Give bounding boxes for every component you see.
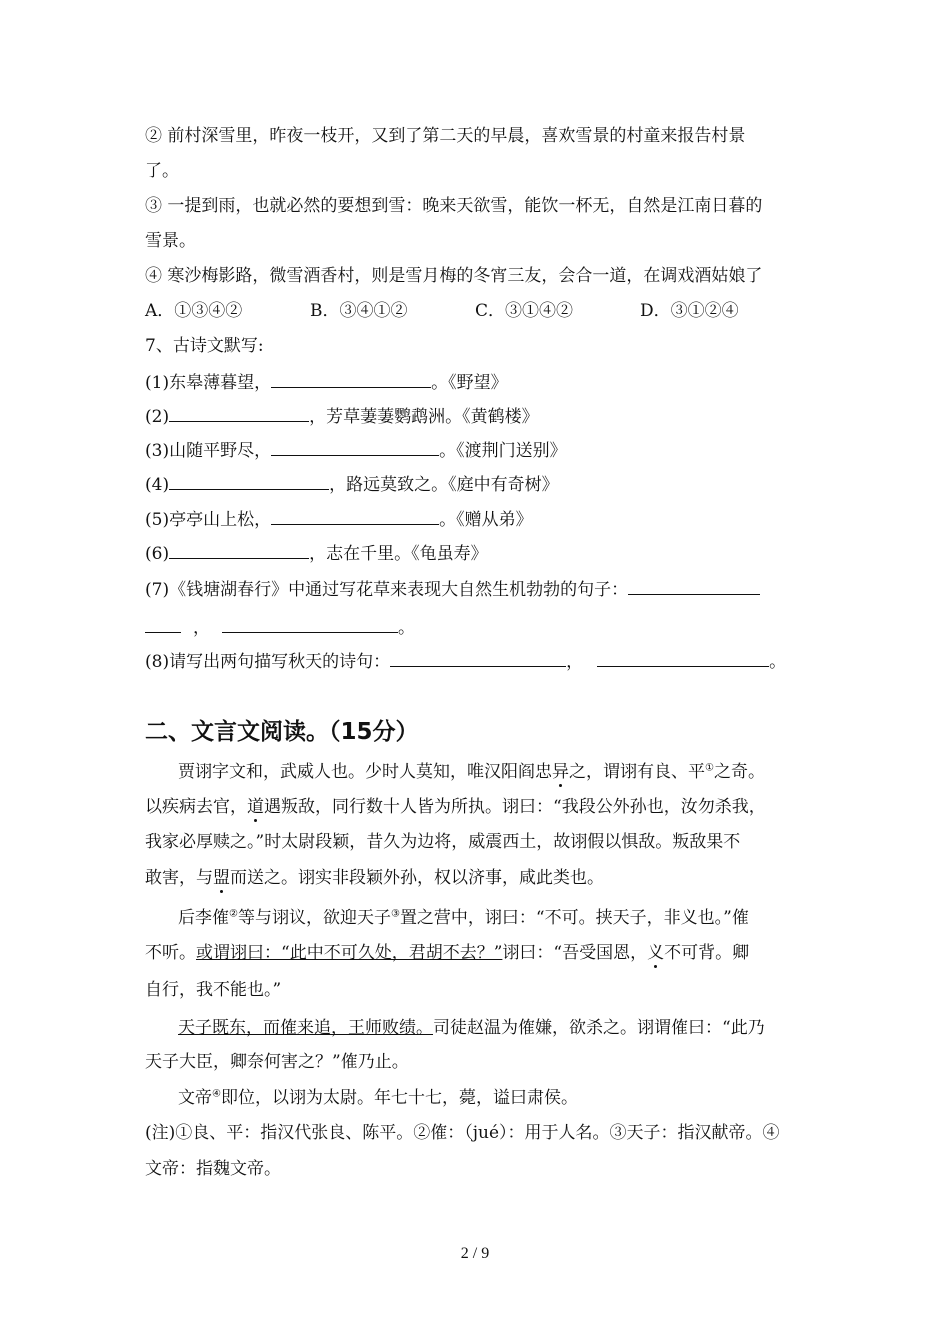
section-2-title: 二、文言文阅读。（15分） [145,719,419,745]
passage-line [145,795,810,819]
passage-text: 置之营中，诩曰：“不可。挟天子，非义也。”傕 [399,908,749,928]
q7-item-6-source: ，志在千里。《龟虽寿》 [309,544,488,564]
option-c: C．③①④② [475,301,574,321]
passage-text: 以疾病去官， [145,797,247,817]
page-number: 2 / 9 [460,1245,490,1262]
q7-item-7-cont [145,614,810,640]
passage-text: 文帝 [178,1088,212,1108]
q7-item-4-text: (4) [145,475,170,495]
option-a: A．①③④② [145,301,243,321]
passage-text: 之，谓诩有良、平 [569,762,705,782]
q7-item-7-text: (7)《钱塘湖春行》中通过写花草来表现大自然生机勃勃的句子： [145,580,629,600]
answer-blank[interactable] [271,437,439,456]
annotation-note: (注)①良、平：指汉代张良、陈平。②傕：（jué）：用于人名。③天子：指汉献帝。④ [145,1123,780,1143]
footnote-mark: ② [229,908,238,920]
q7-item-5-text: (5)亭亭山上松， [145,510,272,530]
answer-blank[interactable] [169,403,309,422]
dotted-word: 道 [247,797,264,817]
dotted-word: 盟 [213,868,230,888]
q7-item-1-text: (1)东皋薄暮望， [145,373,272,393]
answer-blank[interactable] [271,506,439,525]
underlined-sentence: 或谓诩曰：“此中不可久处，君胡不去？” [196,943,503,963]
dotted-word: 义 [647,943,665,963]
passage-line: 我家必厚赎之。”时太尉段颖，昔久为边将，威震西土，故诩假以惧敌。叛敌果不 [145,832,741,852]
footnote-mark: ③ [390,908,400,920]
passage-text: 即位，以诩为太尉。年七十七，薨，谥曰肃侯。 [220,1088,578,1108]
q7-item-3 [145,437,810,463]
answer-blank[interactable] [145,614,181,633]
passage-line [145,941,810,965]
q7-item-7-comma: ， [193,618,210,638]
answer-blank[interactable] [597,648,769,667]
q7-item-3-text: (3)山随平野尽， [145,441,272,461]
passage-line [145,866,810,890]
passage-text: 不听。 [145,943,196,963]
dotted-word: 异 [552,762,569,782]
q7-item-7 [145,576,810,602]
sorting-item-2-cont: 了。 [145,161,179,181]
q7-item-8-comma: ， [566,652,584,672]
passage-text: 诩曰：“吾受国恩， [502,943,648,963]
footnote-mark: ④ [212,1088,221,1100]
q7-title: 7、古诗文默写: [145,336,264,356]
passage-text: 之奇。 [713,762,765,782]
passage-line [178,1016,843,1040]
answer-blank[interactable] [222,614,398,633]
option-d: D．③①②④ [640,301,739,321]
q7-item-1-source: 。《野望》 [431,373,508,393]
q7-item-8-text: (8)请写出两句描写秋天的诗句： [145,652,391,672]
q7-item-2-text: (2) [145,407,170,427]
passage-text: 而送之。诩实非段颖外孙，权以济事，咸此类也。 [230,868,604,888]
q7-item-8 [145,648,810,674]
answer-blank[interactable] [271,369,431,388]
passage-line: 天子大臣，卿奈何害之？”傕乃止。 [145,1052,409,1072]
q7-item-8-end: 。 [769,652,787,672]
sorting-item-3-cont: 雪景。 [145,231,196,251]
passage-line [178,1086,843,1110]
passage-text: 等与诩议，欲迎天子 [237,908,391,928]
passage-text: 不可背。卿 [664,943,750,963]
passage-line [178,760,843,784]
q7-item-2 [145,403,810,429]
passage-text: 贾诩字文和，武威人也。少时人莫知，唯汉阳阎忠 [178,762,552,782]
q7-item-7-end: 。 [398,618,415,638]
footnote-mark: ① [705,762,714,774]
q7-item-5-source: 。《赠从弟》 [439,510,533,530]
q7-item-6 [145,540,810,566]
sorting-options [145,299,810,323]
passage-line: 自行，我不能也。” [145,980,282,1000]
q7-item-1 [145,369,810,395]
sorting-item-2: ② 前村深雪里，昨夜一枝开，又到了第二天的早晨，喜欢雪景的村童来报告村景 [145,126,746,146]
q7-item-5 [145,506,810,532]
annotation-note-cont: 文帝：指魏文帝。 [145,1159,281,1179]
answer-blank[interactable] [628,576,760,595]
answer-blank[interactable] [390,648,566,667]
passage-line [178,906,843,930]
q7-item-2-source: ，芳草萋萋鹦鹉洲。《黄鹤楼》 [309,407,539,427]
q7-item-3-source: 。《渡荆门送别》 [439,441,567,461]
answer-blank[interactable] [169,540,309,559]
q7-item-4 [145,471,810,497]
passage-text: 遇叛敌，同行数十人皆为所执。诩曰：“我段公外孙也，汝勿杀我， [264,797,766,817]
sorting-item-4: ④ 寒沙梅影路，微雪酒香村，则是雪月梅的冬宵三友，会合一道，在调戏酒姑娘了 [145,266,763,286]
answer-blank[interactable] [169,471,329,490]
q7-item-4-source: ，路远莫致之。《庭中有奇树》 [329,475,559,495]
sorting-item-3: ③ 一提到雨，也就必然的要想到雪：晚来天欲雪，能饮一杯无，自然是江南日暮的 [145,196,763,216]
passage-text: 司徒赵温为傕嫌，欲杀之。诩谓傕曰：“此乃 [433,1018,765,1038]
q7-item-6-text: (6) [145,544,170,564]
option-b: B．③④①② [310,301,408,321]
passage-text: 敢害，与 [145,868,213,888]
passage-text: 后李傕 [178,908,229,928]
underlined-sentence: 天子既东，而傕来追，王师败绩。 [178,1018,433,1038]
